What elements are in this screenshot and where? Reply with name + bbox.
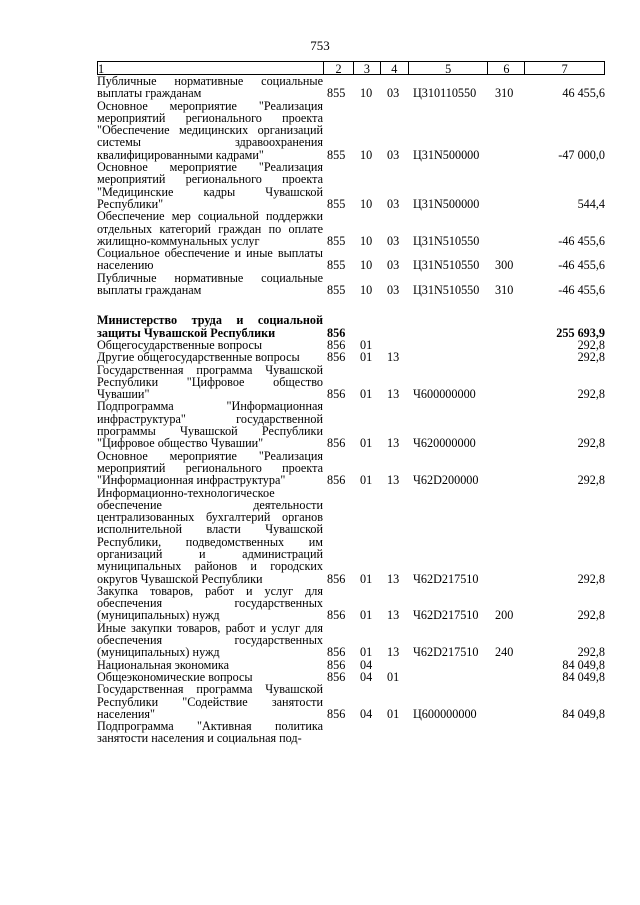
row-subsection: 13 [387,571,400,586]
row-subsection: 13 [387,645,400,660]
table-row [97,364,605,401]
row-section: 10 [360,283,373,298]
row-target-article: Ч62D200000 [413,473,479,488]
row-target-article: Ч620000000 [413,436,476,451]
row-subsection: 03 [387,283,400,298]
row-amount: 292,8 [577,608,605,623]
row-name: Министерство труда и социальной защиты Чувашской Республики [97,313,323,340]
table-row [97,75,605,100]
row-admin-code: 855 [327,147,346,162]
table-body [97,75,605,745]
row-name: Социальное обеспечение и иные выплаты населению [97,246,323,273]
row-admin-code: 856 [327,350,346,365]
row-target-article: Ц31N510550 [413,283,480,298]
row-amount: 292,8 [577,645,605,660]
row-section: 10 [360,147,373,162]
row-name: Подпрограмма "Информационная инфраструктура" государственной программы Чувашской Республики "Цифровое общество Чувашии" [97,399,323,451]
row-section: 04 [360,657,373,672]
row-admin-code: 856 [327,608,346,623]
row-name: Национальная экономика [97,657,230,672]
row-subsection: 01 [387,706,400,721]
row-amount: 292,8 [577,473,605,488]
row-subsection: 03 [387,233,400,248]
row-section: 10 [360,86,373,101]
row-section: 01 [360,473,373,488]
table-row [97,400,605,449]
row-expense-type: 310 [495,86,514,101]
table-row [97,622,605,659]
row-name: Государственная программа Чувашской Республики "Цифровое общество Чувашии" [97,362,323,402]
row-subsection: 03 [387,196,400,211]
row-amount: 544,4 [577,196,605,211]
row-admin-code: 855 [327,233,346,248]
row-amount: 84 049,8 [562,669,605,684]
row-admin-code: 855 [327,283,346,298]
row-section: 04 [360,706,373,721]
row-name: Основное мероприятие "Реализация мероприятий регионального проекта "Обеспечение медицинских организаций системы здравоохранения квалифицированными кадрами" [97,98,323,162]
row-target-article: Ц31N510550 [413,233,480,248]
table-row [97,487,605,585]
row-amount: 292,8 [577,387,605,402]
row-amount: -46 455,6 [558,258,605,273]
row-amount: 84 049,8 [562,706,605,721]
row-name: Обеспечение мер социальной поддержки отдельных категорий граждан по оплате жилищно-коммунальных услуг [97,209,323,248]
row-admin-code: 856 [327,706,346,721]
row-subsection: 03 [387,258,400,273]
row-name: Общегосударственные вопросы [97,337,263,352]
row-amount: 292,8 [577,337,605,352]
row-amount: 46 455,6 [562,86,605,101]
row-expense-type: 240 [495,645,514,660]
row-expense-type: 310 [495,283,514,298]
row-target-article: Ц31N500000 [413,147,480,162]
row-target-article: Ч62D217510 [413,571,479,586]
table-row [97,585,605,622]
row-name: Другие общегосударственные вопросы [97,350,300,365]
row-target-article: Ч62D217510 [413,645,479,660]
table-row [97,351,605,363]
row-admin-code: 855 [327,86,346,101]
row-amount: 84 049,8 [562,657,605,672]
row-amount: 292,8 [577,571,605,586]
row-section: 01 [360,436,373,451]
row-subsection: 13 [387,387,400,402]
row-name: Основное мероприятие "Реализация мероприятий регионального проекта "Медицинские кадры Чувашской Республики" [97,160,323,211]
row-name: Основное мероприятие "Реализация мероприятий регионального проекта "Информационная инфраструктура" [97,448,323,488]
row-section: 04 [360,669,373,684]
table-row [97,272,605,297]
row-admin-code: 855 [327,196,346,211]
section-spacer [97,296,605,314]
row-subsection: 13 [387,436,400,451]
row-name: Общеэкономические вопросы [97,669,253,684]
row-name: Иные закупки товаров, работ и услуг для обеспечения государственных (муниципальных) нужд [97,620,323,660]
row-name: Публичные нормативные социальные выплаты гражданам [97,74,323,101]
row-expense-type: 300 [495,258,514,273]
row-target-article: Ц31N500000 [413,196,480,211]
row-section: 01 [360,608,373,623]
row-target-article: Ц600000000 [413,706,477,721]
row-subsection: 03 [387,86,400,101]
budget-table [97,61,605,745]
table-row [97,100,605,161]
row-target-article: Ц31N510550 [413,258,480,273]
row-admin-code: 856 [327,436,346,451]
row-target-article: Ч600000000 [413,387,476,402]
row-amount: -46 455,6 [558,233,605,248]
row-target-article: Ц310110550 [413,86,477,101]
row-name: Подпрограмма "Активная политика занятости населения и социальная под- [97,719,323,746]
table-row [97,450,605,487]
table-row [97,161,605,210]
header-col-7: 7 [524,62,604,74]
row-admin-code: 855 [327,258,346,273]
row-subsection: 01 [387,669,400,684]
row-section: 01 [360,387,373,402]
row-admin-code: 856 [327,337,346,352]
row-admin-code: 856 [327,657,346,672]
row-amount: -47 000,0 [558,147,605,162]
row-name: Закупка товаров, работ и услуг для обеспечения государственных (муниципальных) нужд [97,583,323,623]
row-admin-code: 856 [327,645,346,660]
row-section: 10 [360,258,373,273]
row-name: Государственная программа Чувашской Республики "Содействие занятости населения" [97,682,323,721]
table-row [97,210,605,247]
table-row [97,683,605,720]
row-name: Информационно-технологическое обеспечение деятельности централизованных бухгалтерий органов исполнительной власти Чувашской Республики, подведомственных им организаций и администраций муниципальных районов и городских округов Чувашской Республики [97,485,323,586]
row-amount: 292,8 [577,350,605,365]
row-section: 10 [360,233,373,248]
table-row [97,314,605,339]
row-admin-code: 856 [327,571,346,586]
row-amount: 292,8 [577,436,605,451]
row-admin-code: 856 [327,669,346,684]
row-name: Публичные нормативные социальные выплаты гражданам [97,270,323,298]
row-subsection: 13 [387,473,400,488]
row-admin-code: 856 [327,387,346,402]
header-col-1: 1 [98,62,105,76]
row-subsection: 13 [387,350,400,365]
row-section: 01 [360,645,373,660]
row-section: 01 [360,350,373,365]
row-section: 01 [360,337,373,352]
table-row [97,720,605,745]
row-subsection: 03 [387,147,400,162]
page-number: 753 [310,38,330,53]
row-section: 01 [360,571,373,586]
row-admin-code: 856 [327,325,346,340]
header-col-3: 3 [353,62,380,74]
row-target-article: Ч62D217510 [413,608,479,623]
table-header-row [97,61,605,75]
header-col-4: 4 [380,62,408,74]
row-amount: 255 693,9 [556,325,605,340]
header-col-2: 2 [323,62,353,74]
header-col-5: 5 [408,62,488,74]
row-section: 10 [360,196,373,211]
row-amount: -46 455,6 [558,283,605,298]
row-subsection: 13 [387,608,400,623]
row-expense-type: 200 [495,608,514,623]
header-col-6: 6 [487,62,524,74]
row-admin-code: 856 [327,473,346,488]
table-row [97,247,605,272]
